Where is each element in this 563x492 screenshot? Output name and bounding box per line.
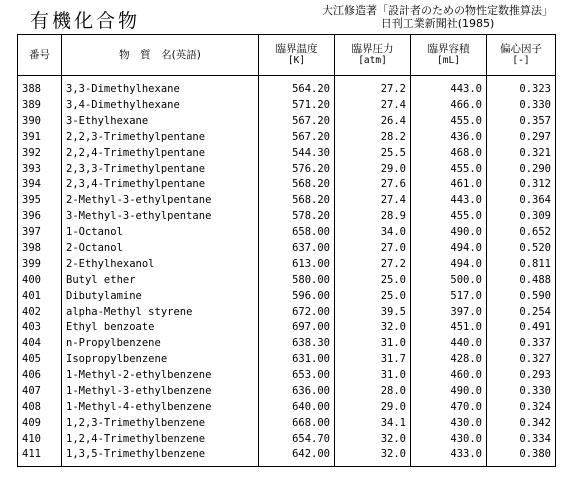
cell-critical-pressure: 31.0 — [335, 368, 411, 384]
header-critical-volume: 臨界容積 [mL] — [411, 35, 487, 76]
cell-substance-name: 2,2,4-Trimethylpentane — [62, 145, 259, 161]
source-book: 大江修造著「設計者のための物性定数推算法」 — [322, 4, 553, 17]
cell-critical-pressure: 31.7 — [335, 352, 411, 368]
cell-substance-name: 3,3-Dimethylhexane — [62, 76, 259, 98]
cell-critical-volume: 433.0 — [411, 447, 487, 466]
cell-acentric-factor: 0.364 — [487, 193, 556, 209]
cell-acentric-factor: 0.297 — [487, 129, 556, 145]
table-row — [18, 129, 556, 145]
cell-acentric-factor: 0.330 — [487, 98, 556, 114]
cell-number: 401 — [18, 288, 62, 304]
cell-number: 396 — [18, 209, 62, 225]
cell-critical-temperature: 672.00 — [259, 304, 335, 320]
table-header-row — [18, 35, 556, 76]
table-row — [18, 399, 556, 415]
header-critical-temperature: 臨界温度 [K] — [259, 35, 335, 76]
cell-critical-temperature: 571.20 — [259, 98, 335, 114]
unit-dimensionless: [-] — [512, 55, 530, 66]
cell-critical-temperature: 596.00 — [259, 288, 335, 304]
cell-critical-temperature: 668.00 — [259, 415, 335, 431]
cell-critical-pressure: 32.0 — [335, 447, 411, 466]
cell-critical-temperature: 658.00 — [259, 225, 335, 241]
table-row — [18, 193, 556, 209]
cell-number: 388 — [18, 76, 62, 98]
cell-number: 402 — [18, 304, 62, 320]
cell-substance-name: Dibutylamine — [62, 288, 259, 304]
cell-critical-pressure: 27.4 — [335, 98, 411, 114]
cell-number: 392 — [18, 145, 62, 161]
cell-acentric-factor: 0.488 — [487, 272, 556, 288]
cell-acentric-factor: 0.334 — [487, 431, 556, 447]
cell-critical-volume: 430.0 — [411, 431, 487, 447]
cell-substance-name: Ethyl benzoate — [62, 320, 259, 336]
cell-acentric-factor: 0.321 — [487, 145, 556, 161]
cell-critical-volume: 436.0 — [411, 129, 487, 145]
unit-ml: [mL] — [437, 55, 460, 66]
cell-number: 404 — [18, 336, 62, 352]
cell-critical-pressure: 28.0 — [335, 384, 411, 400]
table-row — [18, 368, 556, 384]
cell-critical-temperature: 697.00 — [259, 320, 335, 336]
cell-acentric-factor: 0.254 — [487, 304, 556, 320]
cell-acentric-factor: 0.380 — [487, 447, 556, 466]
cell-number: 400 — [18, 272, 62, 288]
cell-acentric-factor: 0.491 — [487, 320, 556, 336]
cell-critical-volume: 494.0 — [411, 256, 487, 272]
cell-acentric-factor: 0.327 — [487, 352, 556, 368]
cell-critical-temperature: 544.30 — [259, 145, 335, 161]
table-row — [18, 225, 556, 241]
cell-critical-volume: 430.0 — [411, 415, 487, 431]
cell-critical-pressure: 34.1 — [335, 415, 411, 431]
cell-number: 395 — [18, 193, 62, 209]
cell-critical-temperature: 631.00 — [259, 352, 335, 368]
cell-critical-volume: 455.0 — [411, 113, 487, 129]
table-row — [18, 336, 556, 352]
source-citation — [322, 4, 553, 30]
cell-substance-name: 2,2,3-Trimethylpentane — [62, 129, 259, 145]
cell-acentric-factor: 0.293 — [487, 368, 556, 384]
cell-critical-pressure: 32.0 — [335, 320, 411, 336]
cell-number: 406 — [18, 368, 62, 384]
cell-critical-volume: 397.0 — [411, 304, 487, 320]
cell-number: 389 — [18, 98, 62, 114]
page-title: 有機化合物 — [30, 10, 141, 32]
cell-critical-pressure: 26.4 — [335, 113, 411, 129]
cell-substance-name: 3-Ethylhexane — [62, 113, 259, 129]
table-row — [18, 98, 556, 114]
cell-number: 390 — [18, 113, 62, 129]
cell-number: 398 — [18, 241, 62, 257]
cell-substance-name: 2-Methyl-3-ethylpentane — [62, 193, 259, 209]
cell-critical-pressure: 31.0 — [335, 336, 411, 352]
cell-number: 411 — [18, 447, 62, 466]
cell-substance-name: Butyl ether — [62, 272, 259, 288]
cell-substance-name: 1,2,4-Trimethylbenzene — [62, 431, 259, 447]
table-row — [18, 447, 556, 466]
cell-substance-name: Isopropylbenzene — [62, 352, 259, 368]
cell-critical-temperature: 568.20 — [259, 193, 335, 209]
cell-substance-name: 1,3,5-Trimethylbenzene — [62, 447, 259, 466]
cell-number: 399 — [18, 256, 62, 272]
cell-critical-volume: 460.0 — [411, 368, 487, 384]
cell-critical-temperature: 637.00 — [259, 241, 335, 257]
cell-critical-pressure: 39.5 — [335, 304, 411, 320]
table-row — [18, 352, 556, 368]
table-row — [18, 415, 556, 431]
cell-number: 410 — [18, 431, 62, 447]
table-row — [18, 304, 556, 320]
cell-critical-volume: 517.0 — [411, 288, 487, 304]
cell-number: 403 — [18, 320, 62, 336]
cell-acentric-factor: 0.312 — [487, 177, 556, 193]
unit-kelvin: [K] — [287, 55, 306, 66]
cell-critical-temperature: 642.00 — [259, 447, 335, 466]
cell-critical-volume: 428.0 — [411, 352, 487, 368]
cell-substance-name: 2-Ethylhexanol — [62, 256, 259, 272]
cell-number: 394 — [18, 177, 62, 193]
cell-acentric-factor: 0.330 — [487, 384, 556, 400]
table-row — [18, 161, 556, 177]
table-row — [18, 76, 556, 98]
cell-critical-pressure: 27.2 — [335, 256, 411, 272]
table-row — [18, 177, 556, 193]
cell-critical-volume: 494.0 — [411, 241, 487, 257]
cell-critical-temperature: 640.00 — [259, 399, 335, 415]
cell-critical-pressure: 25.5 — [335, 145, 411, 161]
cell-number: 397 — [18, 225, 62, 241]
cell-critical-temperature: 638.30 — [259, 336, 335, 352]
cell-critical-temperature: 564.20 — [259, 76, 335, 98]
cell-critical-volume: 490.0 — [411, 384, 487, 400]
cell-substance-name: n-Propylbenzene — [62, 336, 259, 352]
table-row — [18, 113, 556, 129]
header-name: 物 質 名(英語) — [62, 35, 259, 76]
cell-critical-pressure: 32.0 — [335, 431, 411, 447]
cell-critical-volume: 461.0 — [411, 177, 487, 193]
table-row — [18, 209, 556, 225]
cell-critical-volume: 470.0 — [411, 399, 487, 415]
cell-acentric-factor: 0.811 — [487, 256, 556, 272]
cell-substance-name: 2-Octanol — [62, 241, 259, 257]
cell-number: 405 — [18, 352, 62, 368]
cell-critical-temperature: 636.00 — [259, 384, 335, 400]
cell-critical-temperature: 567.20 — [259, 129, 335, 145]
cell-acentric-factor: 0.652 — [487, 225, 556, 241]
table-row — [18, 384, 556, 400]
cell-substance-name: 3,4-Dimethylhexane — [62, 98, 259, 114]
cell-critical-temperature: 578.20 — [259, 209, 335, 225]
cell-critical-temperature: 568.20 — [259, 177, 335, 193]
cell-acentric-factor: 0.290 — [487, 161, 556, 177]
cell-critical-volume: 466.0 — [411, 98, 487, 114]
cell-critical-pressure: 29.0 — [335, 161, 411, 177]
cell-critical-pressure: 28.9 — [335, 209, 411, 225]
cell-acentric-factor: 0.590 — [487, 288, 556, 304]
cell-substance-name: 2,3,3-Trimethylpentane — [62, 161, 259, 177]
cell-substance-name: 1-Methyl-4-ethylbenzene — [62, 399, 259, 415]
cell-critical-volume: 443.0 — [411, 76, 487, 98]
table-row — [18, 431, 556, 447]
table-row — [18, 241, 556, 257]
cell-critical-temperature: 654.70 — [259, 431, 335, 447]
cell-critical-volume: 468.0 — [411, 145, 487, 161]
cell-critical-pressure: 25.0 — [335, 288, 411, 304]
cell-acentric-factor: 0.323 — [487, 76, 556, 98]
cell-acentric-factor: 0.324 — [487, 399, 556, 415]
table-row — [18, 145, 556, 161]
cell-critical-volume: 443.0 — [411, 193, 487, 209]
cell-acentric-factor: 0.342 — [487, 415, 556, 431]
cell-substance-name: 1-Methyl-2-ethylbenzene — [62, 368, 259, 384]
unit-atm: [atm] — [358, 55, 387, 66]
cell-critical-pressure: 29.0 — [335, 399, 411, 415]
cell-critical-pressure: 27.4 — [335, 193, 411, 209]
cell-critical-temperature: 613.00 — [259, 256, 335, 272]
cell-substance-name: alpha-Methyl styrene — [62, 304, 259, 320]
cell-critical-pressure: 27.0 — [335, 241, 411, 257]
table-row — [18, 256, 556, 272]
cell-critical-volume: 490.0 — [411, 225, 487, 241]
cell-number: 391 — [18, 129, 62, 145]
table-row — [18, 272, 556, 288]
cell-substance-name: 2,3,4-Trimethylpentane — [62, 177, 259, 193]
table-body — [18, 76, 556, 467]
cell-critical-volume: 451.0 — [411, 320, 487, 336]
header-critical-pressure: 臨界圧力 [atm] — [335, 35, 411, 76]
critical-properties-table — [17, 34, 556, 467]
cell-acentric-factor: 0.337 — [487, 336, 556, 352]
cell-number: 407 — [18, 384, 62, 400]
cell-critical-pressure: 27.6 — [335, 177, 411, 193]
cell-critical-temperature: 576.20 — [259, 161, 335, 177]
cell-critical-temperature: 580.00 — [259, 272, 335, 288]
cell-critical-pressure: 34.0 — [335, 225, 411, 241]
cell-critical-volume: 455.0 — [411, 209, 487, 225]
cell-critical-volume: 500.0 — [411, 272, 487, 288]
source-publisher: 日刊工業新聞社(1985) — [380, 17, 495, 30]
cell-number: 408 — [18, 399, 62, 415]
cell-critical-temperature: 567.20 — [259, 113, 335, 129]
header-acentric-factor: 偏心因子 [-] — [487, 35, 556, 76]
cell-critical-pressure: 28.2 — [335, 129, 411, 145]
cell-critical-pressure: 27.2 — [335, 76, 411, 98]
cell-acentric-factor: 0.309 — [487, 209, 556, 225]
cell-substance-name: 3-Methyl-3-ethylpentane — [62, 209, 259, 225]
cell-acentric-factor: 0.520 — [487, 241, 556, 257]
cell-critical-volume: 440.0 — [411, 336, 487, 352]
cell-substance-name: 1-Methyl-3-ethylbenzene — [62, 384, 259, 400]
table-row — [18, 320, 556, 336]
cell-number: 409 — [18, 415, 62, 431]
cell-substance-name: 1-Octanol — [62, 225, 259, 241]
cell-acentric-factor: 0.357 — [487, 113, 556, 129]
cell-critical-temperature: 653.00 — [259, 368, 335, 384]
header-number: 番号 — [18, 35, 62, 76]
cell-number: 393 — [18, 161, 62, 177]
cell-critical-volume: 455.0 — [411, 161, 487, 177]
cell-critical-pressure: 25.0 — [335, 272, 411, 288]
cell-substance-name: 1,2,3-Trimethylbenzene — [62, 415, 259, 431]
table-row — [18, 288, 556, 304]
